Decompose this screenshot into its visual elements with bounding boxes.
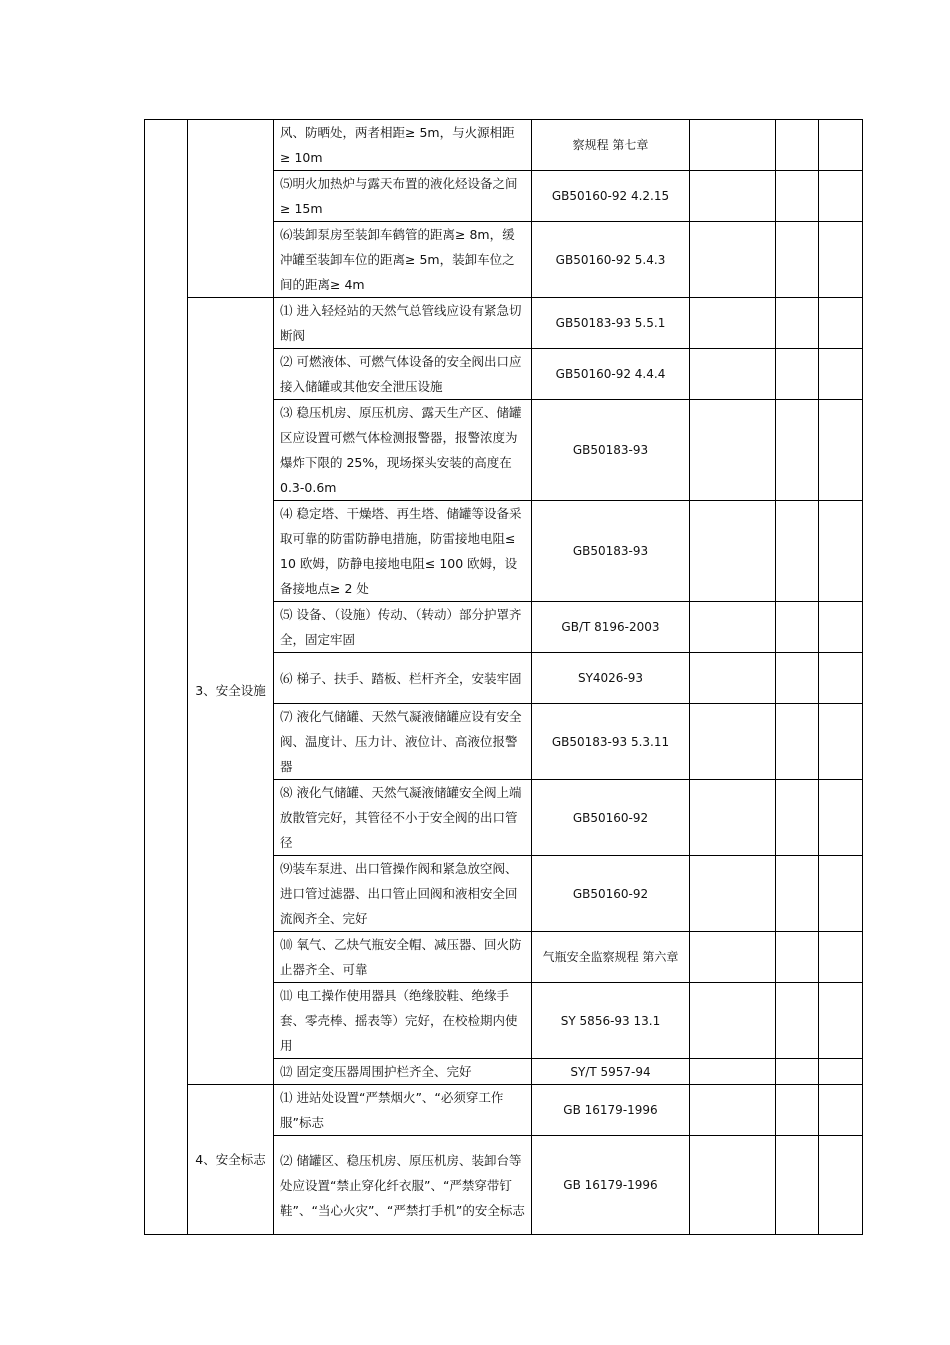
category-safety-signs: 4、安全标志 [188,1085,274,1235]
table-row [145,120,863,171]
check-cell [776,780,819,856]
check-cell [776,298,819,349]
standard-cell: GB50160-92 4.2.15 [532,171,690,222]
result-cell [690,120,776,171]
requirement-cell: ⑺ 液化气储罐、天然气凝液储罐应设有安全阀、温度计、压力计、液位计、高液位报警器 [274,704,532,780]
standard-cell: GB 16179-1996 [532,1136,690,1235]
check-cell [776,1136,819,1235]
remark-cell [819,704,863,780]
check-cell [776,856,819,932]
check-cell [776,1085,819,1136]
standard-cell: GB/T 8196-2003 [532,602,690,653]
result-cell [690,983,776,1059]
remark-cell [819,1059,863,1085]
result-cell [690,1059,776,1085]
requirement-cell: ⑿ 固定变压器周围护栏齐全、完好 [274,1059,532,1085]
check-cell [776,983,819,1059]
standard-cell: GB50183-93 5.5.1 [532,298,690,349]
check-cell [776,602,819,653]
standard-cell: 察规程 第七章 [532,120,690,171]
standard-cell: GB50160-92 4.4.4 [532,349,690,400]
inspection-table [144,119,863,1235]
category-cell [188,120,274,298]
remark-cell [819,349,863,400]
standard-cell: 气瓶安全监察规程 第六章 [532,932,690,983]
table-row [145,298,863,349]
requirement-cell: ⑴ 进站处设置“严禁烟火”、“必须穿工作服”标志 [274,1085,532,1136]
remark-cell [819,1136,863,1235]
result-cell [690,932,776,983]
standard-cell: GB50160-92 [532,856,690,932]
standard-cell: SY4026-93 [532,653,690,704]
result-cell [690,400,776,501]
check-cell [776,349,819,400]
check-cell [776,501,819,602]
standard-cell: GB50183-93 [532,501,690,602]
result-cell [690,780,776,856]
standard-cell: GB50183-93 5.3.11 [532,704,690,780]
remark-cell [819,171,863,222]
result-cell [690,501,776,602]
requirement-cell: ⑵ 可燃液体、可燃气体设备的安全阀出口应接入储罐或其他安全泄压设施 [274,349,532,400]
remark-cell [819,120,863,171]
check-cell [776,400,819,501]
remark-cell [819,222,863,298]
result-cell [690,171,776,222]
check-cell [776,171,819,222]
table-row [145,1085,863,1136]
remark-cell [819,856,863,932]
standard-cell: SY 5856-93 13.1 [532,983,690,1059]
result-cell [690,602,776,653]
requirement-cell: ⑸ 设备、（设施）传动、（转动）部分护罩齐全，固定牢固 [274,602,532,653]
remark-cell [819,298,863,349]
result-cell [690,1136,776,1235]
requirement-cell: ⑶ 稳压机房、原压机房、露天生产区、储罐区应设置可燃气体检测报警器，报警浓度为爆炸下限的 25%，现场探头安装的高度在 0.3-0.6m [274,400,532,501]
requirement-cell: ⑹ 梯子、扶手、踏板、栏杆齐全，安装牢固 [274,653,532,704]
check-cell [776,222,819,298]
standard-cell: GB50160-92 5.4.3 [532,222,690,298]
standard-cell: GB 16179-1996 [532,1085,690,1136]
requirement-cell: ⑴ 进入轻烃站的天然气总管线应设有紧急切断阀 [274,298,532,349]
requirement-cell: ⑽ 氧气、乙炔气瓶安全帽、减压器、回火防止器齐全、可靠 [274,932,532,983]
remark-cell [819,400,863,501]
result-cell [690,1085,776,1136]
requirement-cell: ⑵ 储罐区、稳压机房、原压机房、装卸台等处应设置“禁止穿化纤衣服”、“严禁穿带钉鞋”、“当心火灾”、“严禁打手机”的安全标志 [274,1136,532,1235]
remark-cell [819,1085,863,1136]
standard-cell: SY/T 5957-94 [532,1059,690,1085]
remark-cell [819,501,863,602]
item-no-cell [145,120,188,1235]
result-cell [690,349,776,400]
check-cell [776,704,819,780]
standard-cell: GB50160-92 [532,780,690,856]
requirement-cell: ⑻ 液化气储罐、天然气凝液储罐安全阀上端放散管完好，其管径不小于安全阀的出口管径 [274,780,532,856]
requirement-cell: 风、防晒处，两者相距≥ 5m，与火源相距≥ 10m [274,120,532,171]
remark-cell [819,932,863,983]
remark-cell [819,653,863,704]
category-safety-facilities: 3、安全设施 [188,298,274,1085]
requirement-cell: ⑹装卸泵房至装卸车鹤管的距离≥ 8m，缓冲罐至装卸车位的距离≥ 5m，装卸车位之间的距离≥ 4m [274,222,532,298]
remark-cell [819,602,863,653]
result-cell [690,222,776,298]
requirement-cell: ⑾ 电工操作使用器具（绝缘胶鞋、绝缘手套、零壳棒、摇表等）完好，在校检期内使用 [274,983,532,1059]
check-cell [776,120,819,171]
requirement-cell: ⑸明火加热炉与露天布置的液化烃设备之间≥ 15m [274,171,532,222]
check-cell [776,653,819,704]
result-cell [690,653,776,704]
result-cell [690,704,776,780]
requirement-cell: ⑷ 稳定塔、干燥塔、再生塔、储罐等设备采取可靠的防雷防静电措施，防雷接地电阻≤ 10 欧姆，防静电接地电阻≤ 100 欧姆，设备接地点≥ 2 处 [274,501,532,602]
requirement-cell: ⑼装车泵进、出口管操作阀和紧急放空阀、进口管过滤器、出口管止回阀和液相安全回流阀齐全、完好 [274,856,532,932]
result-cell [690,856,776,932]
check-cell [776,932,819,983]
result-cell [690,298,776,349]
standard-cell: GB50183-93 [532,400,690,501]
remark-cell [819,780,863,856]
remark-cell [819,983,863,1059]
check-cell [776,1059,819,1085]
